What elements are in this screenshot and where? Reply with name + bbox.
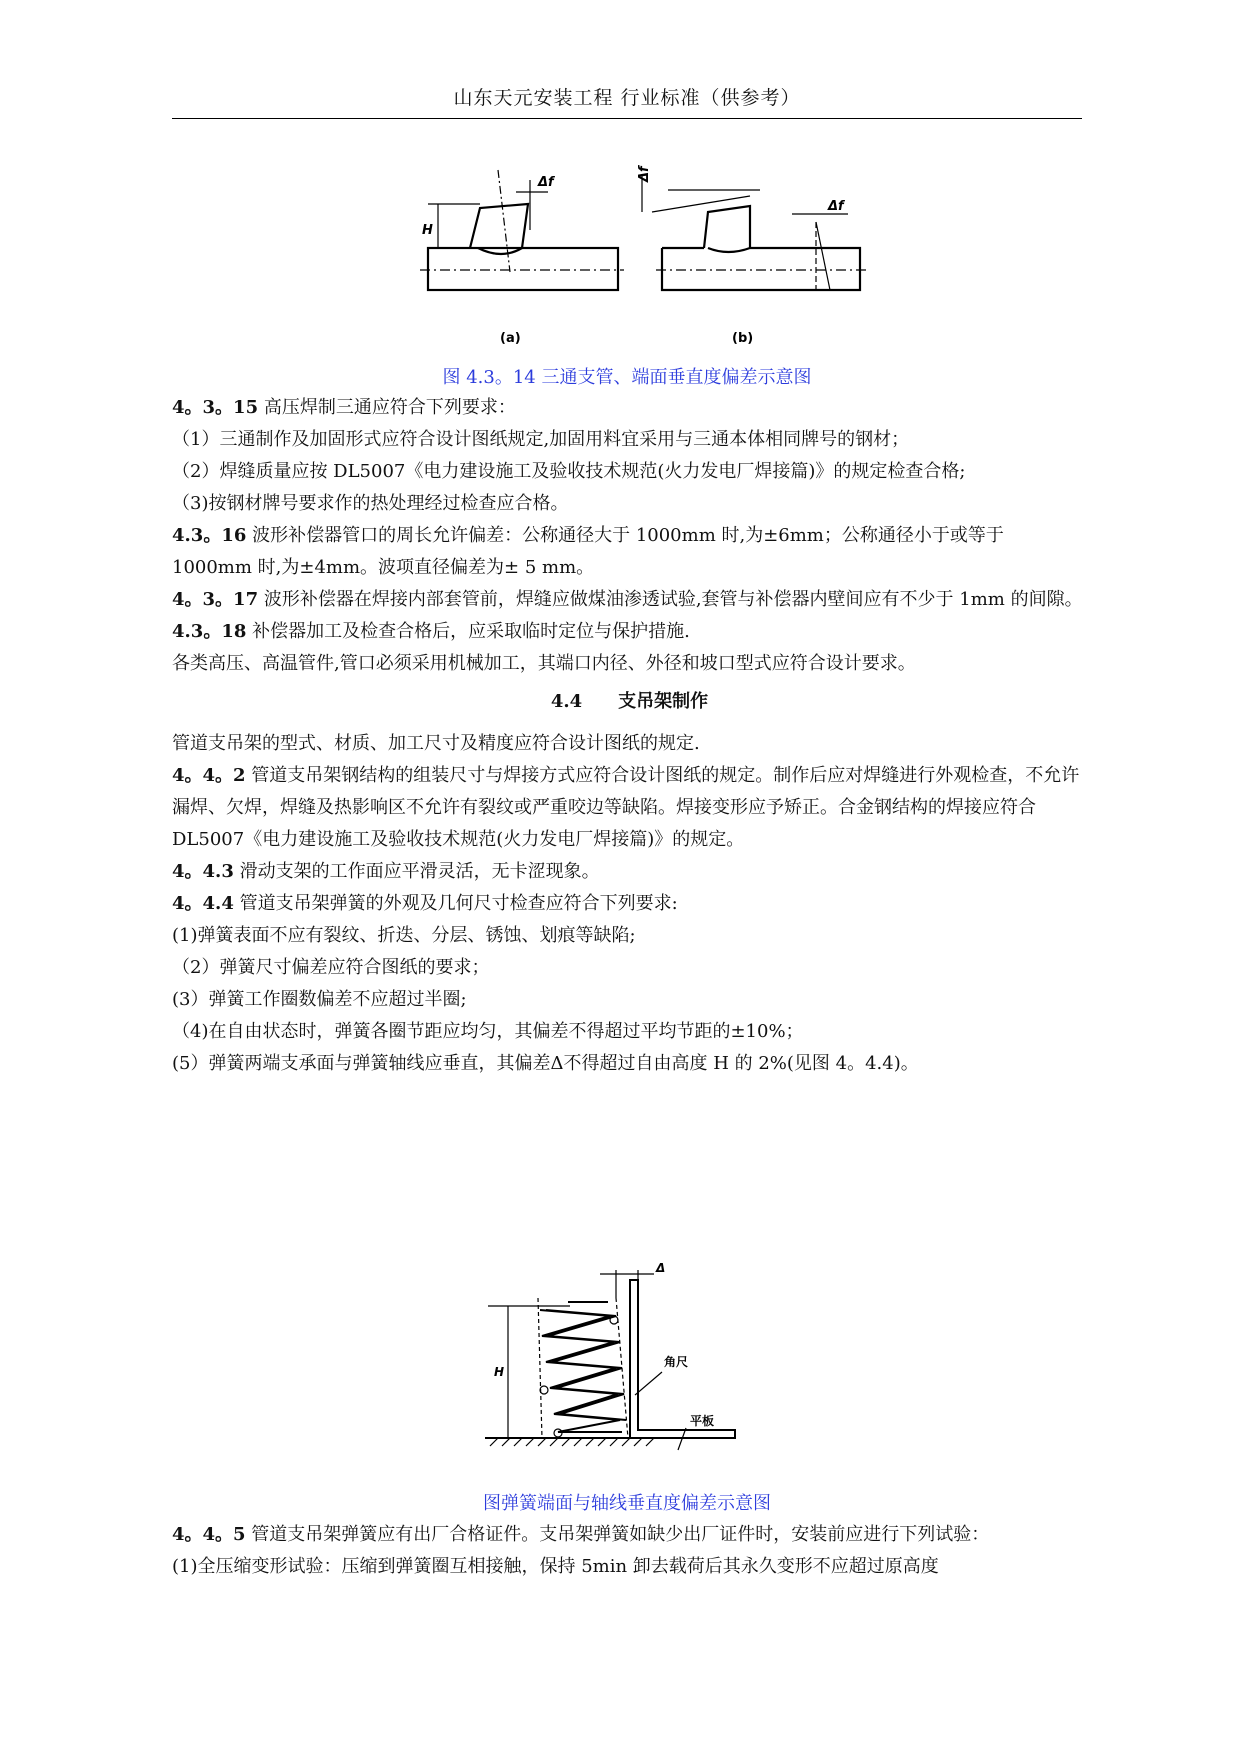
page-header: 山东天元安装工程 行业标准（供参考） bbox=[453, 87, 801, 109]
paragraph: 4。4.3 滑动支架的工作面应平滑灵活，无卡涩现象。 bbox=[172, 861, 600, 882]
figure2-caption: 图弹簧端面与轴线垂直度偏差示意图 bbox=[483, 1493, 771, 1514]
text-block-1 bbox=[172, 392, 1087, 1080]
tee-branch-figure bbox=[420, 160, 870, 350]
paragraph: （1）三通制作及加固形式应符合设计图纸规定,加固用料宜采用与三通本体相同牌号的钢材； bbox=[172, 429, 910, 450]
figure1-caption: 图 4.3。14 三通支管、端面垂直度偏差示意图 bbox=[442, 367, 812, 388]
fig2-delta-label: Δ bbox=[656, 1261, 666, 1275]
fig1-df-label-a: Δf bbox=[538, 175, 554, 190]
paragraph: 4。4.4 管道支吊架弹簧的外观及几何尺寸检查应符合下列要求: bbox=[172, 893, 678, 914]
paragraph: 4.3。16 波形补偿器管口的周长允许偏差：公称通径大于 1000mm 时,为±6mm；公称通径小于或等于 1000mm 时,为±4mm。波项直径偏差为± 5 mm。 bbox=[172, 525, 1004, 578]
section-heading: 4.4 支吊架制作 bbox=[550, 691, 709, 712]
fig2-h-label: H bbox=[494, 1365, 505, 1379]
fig1-label-a: (a) bbox=[500, 331, 521, 346]
paragraph: 4。3。17 波形补偿器在焊接内部套管前，焊缝应做煤油渗透试验,套管与补偿器内壁间应有不少于 1mm 的间隙。 bbox=[172, 589, 1083, 610]
paragraph: 4.3。18 补偿器加工及检查合格后，应采取临时定位与保护措施. bbox=[172, 621, 690, 642]
fig2-square-label: 角尺 bbox=[664, 1355, 689, 1369]
paragraph: (1)弹簧表面不应有裂纹、折迭、分层、锈蚀、划痕等缺陷; bbox=[172, 925, 636, 946]
header-rule bbox=[172, 118, 1082, 119]
fig1-df-label-c: Δf bbox=[828, 199, 844, 214]
fig2-plate-label: 平板 bbox=[690, 1414, 715, 1428]
fig1-label-b: (b) bbox=[732, 331, 754, 346]
paragraph: 4。3。15 高压焊制三通应符合下列要求： bbox=[172, 397, 516, 418]
spring-figure bbox=[480, 1250, 780, 1460]
paragraph: 4。4。5 管道支吊架弹簧应有出厂合格证件。支吊架弹簧如缺少出厂证件时，安装前应进行下列试验： bbox=[172, 1524, 990, 1545]
paragraph: （4)在自由状态时，弹簧各圈节距应均匀，其偏差不得超过平均节距的±10%； bbox=[172, 1021, 804, 1042]
paragraph: （2）焊缝质量应按 DL5007《电力建设施工及验收技术规范(火力发电厂焊接篇)》的规定检查合格; bbox=[172, 461, 966, 482]
paragraph: 4。4。2 管道支吊架钢结构的组装尺寸与焊接方式应符合设计图纸的规定。制作后应对焊缝进行外观检查，不允许漏焊、欠焊，焊缝及热影响区不允许有裂纹或严重咬边等缺陷。焊接变形应予矫正。合金钢结构的焊接应符合 DL5007《电力建设施工及验收技术规范(火力发电厂焊接篇)》的规定。 bbox=[172, 765, 1080, 850]
paragraph: 各类高压、高温管件,管口必须采用机械加工，其端口内径、外径和坡口型式应符合设计要求。 bbox=[172, 653, 916, 674]
fig1-h-label: H bbox=[422, 223, 433, 238]
paragraph: 管道支吊架的型式、材质、加工尺寸及精度应符合设计图纸的规定. bbox=[172, 733, 700, 754]
paragraph: (5）弹簧两端支承面与弹簧轴线应垂直，其偏差Δ不得超过自由高度 H 的 2%(见图 4。4.4)。 bbox=[172, 1053, 919, 1074]
text-block-2 bbox=[172, 1519, 1087, 1583]
paragraph: （2）弹簧尺寸偏差应符合图纸的要求； bbox=[172, 957, 490, 978]
paragraph: (1)全压缩变形试验：压缩到弹簧圈互相接触，保持 5min 卸去载荷后其永久变形不应超过原高度 bbox=[172, 1556, 939, 1577]
paragraph: （3)按钢材牌号要求作的热处理经过检查应合格。 bbox=[172, 493, 569, 514]
paragraph: (3）弹簧工作圈数偏差不应超过半圈; bbox=[172, 989, 467, 1010]
fig1-df-label-b: Δf bbox=[637, 166, 652, 182]
